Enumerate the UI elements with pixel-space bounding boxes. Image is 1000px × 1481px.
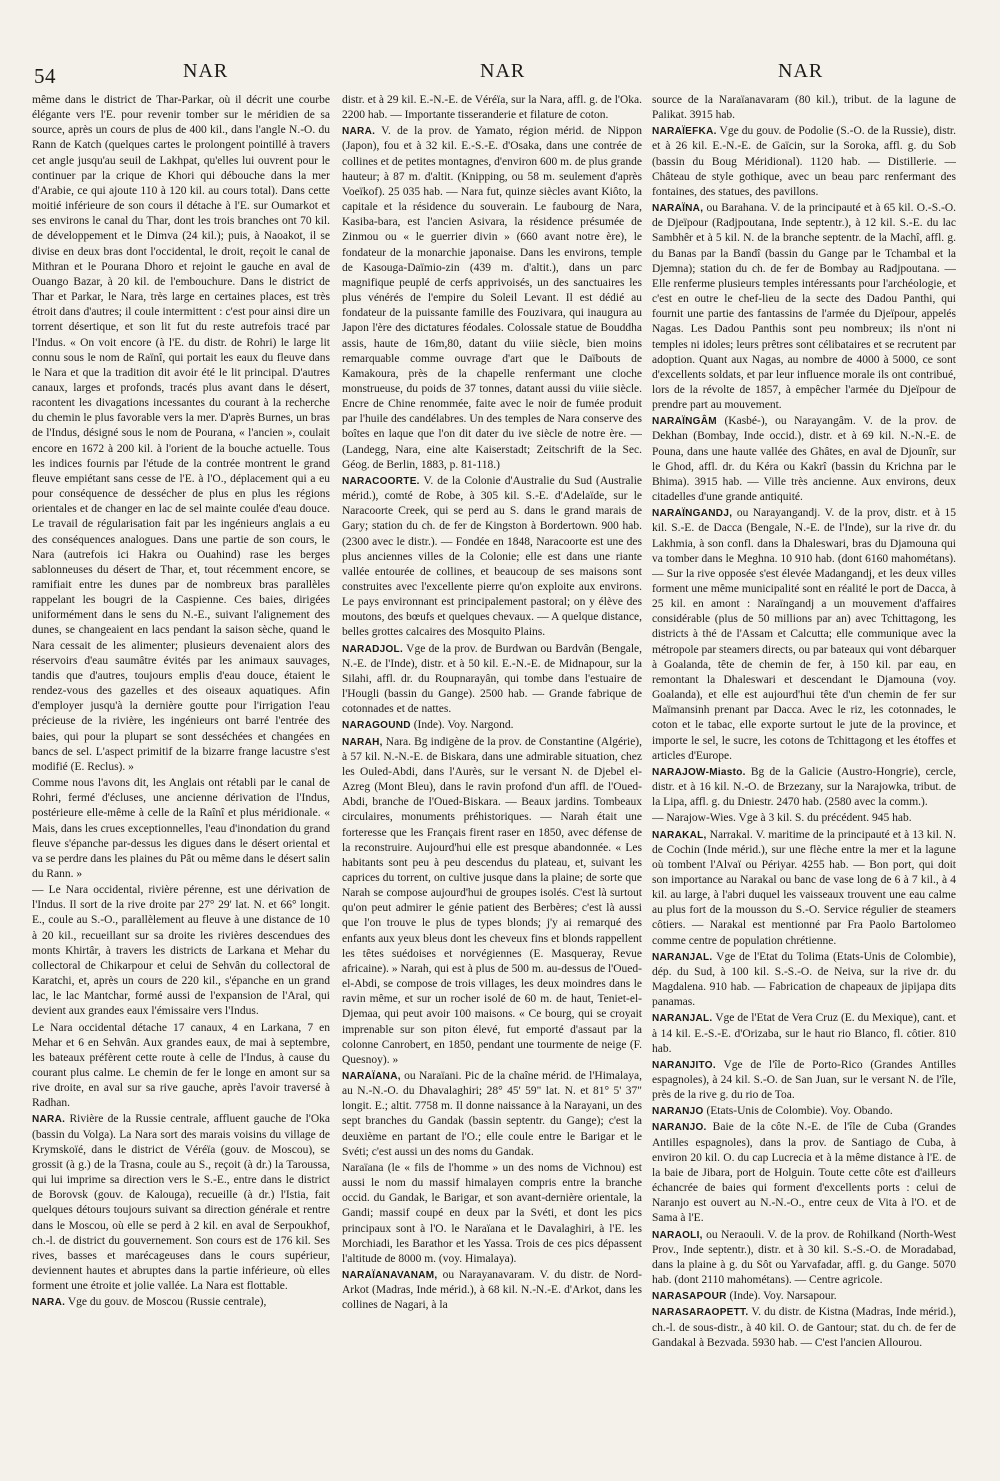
entry-text: V. de la Colonie d'Australie du Sud (Australie mérid.), comté de Robe, à 305 kil. S.-E. d'Adelaïde, sur le Naracoorte Creek, qui se perd au S. dans le grand marais de Gary; station du ch. de fer de Kingston à Bordertown. 900 hab. (2300 avec le distr.). — Fondée en 1848, Naracoorte est une des plus anciennes villes de la Colonie; elle est dans une riante vallée entourée de collines, et beaucoup de ses maisons sont construites avec l'excellente pierre qu'on exploite aux environs. Le pays environnant est principalement pastoral; on y élève des moutons, des bœufs et quelques chevaux. — A quelque distance, belles grottes calcaires des Mosquito Plains. bbox=[342, 474, 642, 639]
dictionary-entry bbox=[342, 1069, 642, 1160]
entry-headword: NARANJAL. bbox=[652, 951, 713, 963]
dictionary-entry bbox=[652, 1289, 956, 1304]
dictionary-entry bbox=[652, 506, 956, 764]
entry-text: Nara. Bg indigène de la prov. de Constantine (Algérie), à 57 kil. N.-N.-E. de Biskara, dans une admirable situation, chez les Ouled-Abdi, dans l'Aurès, sur le versant N. de Djebel el-Azreg (Mont Bleu), dans le ravin profond d'un affl. de l'Oued-Abdi, branche de l'Oued-Biskara. — Beaux jardins. Tombeaux circulaires, monuments préhistoriques. — Narah était une forteresse que les Français firent raser en 1850, avec défense de la reconstruire. Aujourd'hui elle est presque abandonnée. « Les habitants sont peu à peu descendus du plateau, et, suivant les caprices du torrent, on cultive jusque dans la plaine; de sorte que Narah se compose aujourd'hui de groupes isolés. C'est là surtout qu'on peut admirer le génie patient des Berbères; c'est là aussi que l'on trouve le plus de types blonds; j'y ai remarqué des enfants aux yeux bleus dont les cheveux fins et blonds rappellent les têtes suédoises et norvégiennes (E. Masqueray, Revue africaine). » Narah, qui est à plus de 500 m. au-dessus de l'Oued-el-Abdi, se compose de trois villages, les deux moindres dans le ravin même, et sur un rocher isolé de 60 m. de haut, Teniet-el-Djemaa, qui peut avoir 100 maisons. « Ce bourg, qui se croyait imprenable sur son piton élevé, fut emporté d'assaut par la colonne Canrobert, en 1850, pendant une tourmente de neige (F. Quesnoy). » bbox=[342, 735, 642, 1066]
entry-headword: NARAJOW-Miasto. bbox=[652, 766, 746, 778]
entry-text: V. de la prov. de Yamato, région mérid. de Nippon (Japon), fou et à 32 kil. E.-S.-E. d'Osaka, dans une contrée de collines et de petites montagnes, d'environ 600 m. de plus grande hauteur; à 87 m. d'altit. (Knipping, ou 58 m. seulement d'après Voeïkof). 25 035 hab. — Nara fut, quinze siècles avant Kiôto, la capitale et la résidence du souverain. Le faubourg de Nara, Kasiba-bara, est l'ancien Asivara, la résidence présumée de Zinmou ou « le guerrier divin » (660 avant notre ère), le fondateur de la monarchie japonaise. Dans les environs, temple de Kasouga-Daïmio-zin (439 m. d'altit.), dans un parc magnifique peuplé de cerfs apprivoisés, un des sanctuaires les plus vénérés de l'empire du Soleil Levant. Il est dédié au fondateur de la puissante famille des Fouzivara, qui inaugura au Japon l'ère des dictatures féodales. Colossale statue de Bouddha assis, haute de 16m,80, datant du viiie siècle, bien moins remarquable comme ouvrage d'art que le Daïbouts de Kamakoura, près de la chapelle renfermant une cloche monstrueuse, du poids de 37 tonnes, datant aussi du viiie siècle. Encre de Chine renommée, faite avec le noir de fumée produit par l'huile des candélabres. Un des temples de Nara conserve des boîtes en laque que l'on dit dater du ive siècle de notre ère. — (Landegg, Nara, eine alte Kaiserstadt; Zeitschrift de la Sec. Géog. de Berlin, 1883, p. 81-118.) bbox=[342, 125, 642, 471]
entry-headword: NARAGOUND bbox=[342, 720, 411, 732]
entry-text: Vge de l'île de Porto-Rico (Grandes Antilles espagnoles), à 24 kil. S.-O. de San Juan, sur le versant N. de l'île, près de la rive g. du rio de Toa. bbox=[652, 1058, 956, 1102]
entry-text: ou Neraouli. V. de la prov. de Rohilkand (North-West Prov., Inde septentr.), distr. et à 30 kil. S.-S.-O. de Moradabad, dans la plaine à g. du Sôt ou Yarvafadar, affl. g. du Gange. 5070 hab. (dont 2110 mahométans). — Centre agricole. bbox=[652, 1228, 956, 1287]
entry-headword: NARANJO. bbox=[652, 1122, 707, 1134]
entry-text: ou Narayangandj. V. de la prov, distr. et à 15 kil. S.-E. de Dacca (Bengale, N.-E. de l'Inde), sur la rive dr. du Lakhmia, à son confl. dans la Dhaleswari, bras du Djamouna qui va tomber dans le Meghna. 10 910 hab. (dont 6160 mahométans). — Sur la rive opposée s'est élevée Madangandj, et les deux villes forment une même municipalité sont en réalité le port de Dacca, à 25 kil. en amont : Naraïngandj a un mouvement d'affaires considérable (plus de 50 millions par an) avec Tchittagong, les districts à thé de l'Assam et Calcutta; elle communique avec la métropole par steamers directs, ou par bateaux qui vont débarquer à Goalanda, tête de chemin de fer, à 150 kil. par eau, en remontant la Dhaleswari et descendant le Djamouna (voy. Goalanda), et elle est aujourd'hui tête d'un chemin de fer sur Maïmansinh prenant par Dacca. Avec le riz, les cotonnades, le coton et le tabac, elle exporte surtout le jute de la province, et importe le sel, le sucre, les cotons de Tchittagong et les étoffes et articles d'Europe. bbox=[652, 507, 956, 762]
entry-text: Vge du gouv. de Moscou (Russie centrale), bbox=[67, 1296, 267, 1309]
dictionary-entry bbox=[652, 1120, 956, 1226]
dictionary-entry bbox=[342, 1161, 642, 1267]
entry-text: Vge de l'Etat de Vera Cruz (E. du Mexique), cant. et à 14 kil. E.-S.-E. d'Orizaba, sur le haut rio Blanco, fl. côtier. 810 hab. bbox=[652, 1012, 956, 1055]
running-headword-1: NAR bbox=[183, 60, 229, 82]
text-column-1 bbox=[32, 92, 330, 1382]
running-headword-2: NAR bbox=[480, 60, 526, 82]
entry-headword: NARAH, bbox=[342, 736, 383, 748]
entry-headword: NARAKAL, bbox=[652, 829, 707, 841]
dictionary-entry bbox=[32, 776, 330, 882]
entry-headword: NARANJITO. bbox=[652, 1059, 716, 1071]
dictionary-entry bbox=[342, 474, 642, 641]
entry-headword: NARAÏNGANDJ, bbox=[652, 508, 733, 520]
entry-headword: NARA. bbox=[342, 126, 376, 138]
entry-text: Naraïana (le « fils de l'homme » un des noms de Vichnou) est aussi le nom du massif himalayen compris entre la branche occid. du Gandak, le Barigar, et son avant-dernière orientale, la Gandi; massif coupé en deux par la Svéti, et dont les pics principaux sont à l'O. le Naraïana et le Davalaghiri, à l'E. les Morchiadi, les Barathor et les Yassa. Trois de ces pics dépassent l'altitude de 8000 m. (voy. Himalaya). bbox=[342, 1161, 642, 1265]
dictionary-entry bbox=[652, 811, 956, 826]
entry-text: même dans le district de Thar-Parkar, où il décrit une courbe élégante vers l'E. pour revenir tomber sur le méridien de sa source, après un cours de plus de 400 kil., dans l'angle N.-O. du Rann de Katch (quelques cartes le prolongent pointillé à travers cet angle jusqu'au seuil de Lakhpat, qu'elles lui ouvrent pour le continuer par la crique de Khori qui débouche dans la mer d'Arabie, ce qui ajoute 110 à 120 kil. au cours total). Dans cette moitié inférieure de son cours il détache à l'E. sur Oumarkot et ses environs le canal du Thar, dont les trois branches ont 70 kil. de développement et le Dimva (24 kil.); puis, à Naoakot, il se divise en deux bras dont l'occidental, le droit, reçoit le canal de Mithran et le Pourana Dhoro et rejoint le gauche en aval de Ouango Bazar, à 20 kil. de l'embouchure. Dans le district de Thar et Parkar, le Nara, très large en certaines places, est très étroit dans d'autres; il coule intermittent : c'est pour ainsi dire un torrent désertique, et son lit fut du reste autrefois tracé par l'Indus. « On voit encore (à l'E. du distr. de Rohri) le large lit connu sous le nom de Raïnî, qui portait les eaux du fleuve dans le Nara et que la tradition dit avoir été le lit principal. D'autres canaux, larges et profonds, tracés plus avant dans le désert, racontent les divagations incessantes du courant à la recherche du chemin le plus favorable vers la mer. D'après Burnes, un bras de l'Indus, désigné sous le nom de Pourana, « l'ancien », coulait encore en 1672 à 200 kil. à l'orient de la bouche actuelle. Tous les indices fournis par l'étude de la contrée montrent le grand fleuve empiétant sans cesse de l'E. à l'O., déplacement qui a eu pour conséquence de dessécher de plus en plus les régions orientales et de changer en lac de sel mainte coulée d'eau douce. Le travail de régularisation fait par les ingénieurs anglais a eu des conséquences analogues. Dans une partie de son cours, le Nara (autrefois ici Hakra ou Ouahind) rase les berges sablonneuses du désert de Thar, et, tout récemment encore, se ramifiait entre les dunes par de nombreux bras parallèles rappelant les bougri de la Caspienne. Ces baies, dirigées uniformément dans le sens du N.-E., suivant l'alignement des dunes, se changeaient en lacs pendant la saison sèche, quand le Nara cessait de les alimenter; plusieurs devenaient alors des réservoirs d'eau saumâtre évités par les animaux sauvages, tandis que d'autres, toujours emplis d'eau douce, étaient le rendez-vous des gazelles et des oiseaux aquatiques. Afin d'employer jusqu'à la dernière goutte pour l'irrigation l'eau précieuse de la rivière, les ingénieurs ont barré l'entrée des baies, qui pour la plupart se sont desséchées et changées en bancs de sel. L'aspect primitif de la bizarre frange lacustre s'est modifié (E. Reclus). » bbox=[32, 94, 330, 773]
dictionary-entry bbox=[32, 93, 330, 775]
dictionary-entry bbox=[342, 1268, 642, 1313]
entry-headword: NARANJO bbox=[652, 1106, 704, 1118]
entry-text: Bg de la Galicie (Austro-Hongrie), cercle, distr. et à 16 kil. N.-O. de Brzezany, sur la Narajowka, tribut. de la Lipa, affl. g. du Dniestr. 2470 hab. (2580 avec la comm.). bbox=[652, 765, 956, 809]
dictionary-entry bbox=[652, 828, 956, 949]
entry-headword: NARAÏANAVANAM, bbox=[342, 1270, 438, 1282]
entry-headword: NARA. bbox=[32, 1114, 66, 1126]
entry-text: ou Narayanavaram. V. du distr. de Nord-Arkot (Madras, Inde mérid.), à 68 kil. N.-N.-E. d'Arkot, dans les collines de Nagari, à la bbox=[342, 1269, 642, 1312]
entry-headword: NARAOLI, bbox=[652, 1229, 703, 1241]
entry-headword: NARAÏNGÂM bbox=[652, 416, 717, 428]
text-column-2 bbox=[342, 92, 642, 1382]
entry-text: Vge de la prov. de Burdwan ou Bardvân (Bengale, N.-E. de l'Inde), distr. et à 50 kil. E.-N.-E. de Midnapour, sur la Silahi, affl. dr. du Roupnarayân, qui tombe dans l'estuaire de l'Hougli (bassin du Gange). 2500 hab. — Grande fabrique de cotonnades et de nattes. bbox=[342, 642, 642, 716]
entry-headword: NARASAPOUR bbox=[652, 1291, 727, 1303]
entry-text: Le Nara occidental détache 17 canaux, 4 en Larkana, 7 en Mehar et 6 en Sehvân. Aux grandes eaux, de mai à septembre, les bateaux préfèrent cette route à celle de l'Indus, à cause du courant plus calme. Le chemin de fer le longe en amont sur sa rive droite, en aval sur sa rive gauche, après l'avoir traversé à Radhan. bbox=[32, 1021, 330, 1110]
dictionary-entry bbox=[652, 201, 956, 413]
entry-text: Rivière de la Russie centrale, affluent gauche de l'Oka (bassin du Volga). La Nara sort des marais voisins du village de Krymskoïé, dans le district de Véréïa (gouv. de Moscou), se grossit (à g.) de la Trasna, coule au S., reçoit (à dr.) la Taroussa, qui lui imprime sa direction vers le S.-E., entre dans le district de Borovsk (gouv. de Kalouga), recueille (à dr.) l'Istia, fait quelques détours toujours suivant sa direction générale et rentre dans le Moscou, où elle se perd à 2 kil. en aval de Serpoukhof, ch.-l. de district du gouvernement. Son cours est de 176 kil. Ses rives, basses et marécageuses dans le cours supérieur, deviennent hautes et abruptes dans la partie inférieure, où elles forment une étroite et jolie vallée. La Nara est flottable. bbox=[32, 1113, 330, 1293]
entry-text: source de la Naraïanavaram (80 kil.), tribut. de la lagune de Palikat. 3915 hab. bbox=[652, 94, 956, 122]
dictionary-entry bbox=[652, 124, 956, 200]
dictionary-entry bbox=[652, 1228, 956, 1289]
dictionary-entry bbox=[342, 124, 642, 473]
entry-text: — Le Nara occidental, rivière pérenne, est une dérivation de l'Indus. Il sort de la rive droite par 27° 29' lat. N. et 66° longit. E., coule au S.-O., parallèlement au fleuve à une distance de 10 à 20 kil., recueillant sur sa droite les rivières descendues des monts Khirtâr, à travers les districts de Larkana et Mehar du collectoral de Chikarpour et celui de Sehvân du collectoral de Karatchi, et, après un cours de 220 kil., s'épanche en un grand lac, le lac Mantchar, formé aussi de l'expansion de l'Aral, qui devient aux grandes eaux l'émissaire vers l'Indus. bbox=[32, 884, 330, 1018]
dictionary-entry bbox=[32, 1021, 330, 1112]
dictionary-entry bbox=[652, 1011, 956, 1056]
entry-text: (Etats-Unis de Colombie). Voy. Obando. bbox=[706, 1105, 893, 1118]
page-number: 54 bbox=[34, 64, 56, 88]
entry-text: ou Barahana. V. de la principauté et à 65 kil. O.-S.-O. de Djeïpour (Radjpoutana, Inde septentr.), à 12 kil. S.-E. du lac Sambhêr et à 5 kil. N. de la branche septentr. de la Machî, affl. g. du Banas par la Bandî (bassin du Gange par le Tchambal et la Djemna); station du ch. de fer de Bombay au Radjpoutana. — Elle renferme plusieurs temples intéressants pour l'archéologie, et c'est en outre le chef-lieu de la secte des Dadou Panthi, qui fournit une partie des fantassins de l'armée du Djeïpour, appelés Nagas. Les Dadou Panthis sont peu nombreux; ils n'ont ni temples ni idoles; leurs prêtres sont célibataires et se recrutent par adoption. Quant aux Nagas, au nombre de 4000 à 5000, ce sont d'excellents soldats, et par leur influence morale ils ont contribué, lors de la révolte de 1857, à empêcher l'armée du Djeïpour de prendre part au mouvement. bbox=[652, 202, 956, 412]
dictionary-entry bbox=[652, 93, 956, 123]
dictionary-entry bbox=[342, 642, 642, 718]
dictionary-entry bbox=[32, 1295, 330, 1310]
entry-text: Baie de la côte N.-E. de l'île de Cuba (Grandes Antilles espagnoles), dans la prov. de Santiago de Cuba, à environ 20 kil. O. du cap Lucrecia et à la même distance à l'E. de la baie de Jibara, port de Holguin. Toute cette côte est d'ailleurs échancrée de baies qui forment d'excellents ports : celui de Naranjo est ouvert au N.-N.-O., entre ceux de Vita à l'O. et de Sama à l'E. bbox=[652, 1121, 956, 1225]
dictionary-entry bbox=[342, 735, 642, 1068]
entry-text: (Inde). Voy. Nargond. bbox=[413, 719, 514, 732]
entry-headword: NARASARAOPETT. bbox=[652, 1307, 749, 1319]
entry-text: ou Naraïani. Pic de la chaîne mérid. de l'Himalaya, au N.-N.-O. du Dhavalaghiri; 28° 45' 59" lat. N. et 81° 5' 37" longit. E.; altit. 7758 m. Il donne naissance à la Narayani, un des sept branches du Gandak (bassin septentr. du Gange); c'est la deuxième en partant de l'O.; elle coule entre le Barigar et le Svéti; c'est aussi un des noms du Gandak. bbox=[342, 1070, 642, 1158]
dictionary-entry bbox=[32, 883, 330, 1019]
entry-headword: NARADJOL. bbox=[342, 643, 404, 655]
dictionary-entry bbox=[652, 1305, 956, 1350]
dictionary-entry bbox=[652, 950, 956, 1011]
entry-headword: NARAÏEFKA. bbox=[652, 126, 717, 138]
entry-text: Comme nous l'avons dit, les Anglais ont rétabli par le canal de Rohri, fermé d'écluses, une ancienne dérivation de l'Indus, postérieure elle-même à celle de la Raînî et plus méridionale. « Mais, dans les crues exceptionnelles, l'eau d'inondation du grand fleuve s'épanche par-dessus les digues dans le désert oriental et va se perdre dans les plaines du Pât ou même dans le désert salin du Rann. » bbox=[32, 777, 330, 880]
entry-headword: NARA. bbox=[32, 1297, 66, 1309]
text-column-3 bbox=[652, 92, 956, 1382]
dictionary-entry bbox=[652, 414, 956, 505]
entry-text: Vge de l'Etat du Tolima (Etats-Unis de Colombie), dép. du Sud, à 100 kil. S.-S.-O. de Neiva, sur la rive dr. du Magdalena. 910 hab. — Fabrication de chapeaux de jipijapa dits panamas. bbox=[652, 950, 956, 1009]
entry-headword: NARACOORTE. bbox=[342, 475, 420, 487]
entry-headword: NARAÏANA, bbox=[342, 1071, 401, 1082]
entry-text: (Inde). Voy. Narsapour. bbox=[729, 1290, 837, 1303]
dictionary-entry bbox=[652, 1058, 956, 1103]
entry-text: Vge du gouv. de Podolie (S.-O. de la Russie), distr. et à 26 kil. E.-N.-E. de Gaïcin, sur la Soroka, affl. g. du Sob (bassin du Boug Méridional). 1120 hab. — Distillerie. — Château de style gothique, avec un beau parc renfermant des fontaines, des statues, des pavillons. bbox=[652, 125, 956, 198]
entry-headword: NARANJAL. bbox=[652, 1013, 713, 1025]
entry-text: distr. et à 29 kil. E.-N.-E. de Véréïa, sur la Nara, affl. g. de l'Oka. 2200 hab. — Importante tisseranderie et filature de coton. bbox=[342, 94, 642, 122]
entry-text: Narrakal. V. maritime de la principauté et à 13 kil. N. de Cochin (Inde mérid.), sur une flèche entre la mer et la lagune où tombent l'Alvaï ou Périyar. 4255 hab. — Bon port, qui doit son importance au Narakal ou banc de vase long de 6 à 7 kil., à 4 kil. au large, à l'abri duquel les vaisseaux trouvent une eau calme au plus fort de la mousson du S.-O. Service régulier de steamers côtiers. — Narakal est mentionné par Fra Paolo Bartolomeo comme centre de population chrétienne. bbox=[652, 828, 956, 947]
running-headword-3: NAR bbox=[778, 60, 824, 82]
dictionary-entry bbox=[652, 1104, 956, 1119]
dictionary-entry bbox=[32, 1112, 330, 1294]
page-header bbox=[0, 56, 1000, 86]
entry-headword: NARAÏNA, bbox=[652, 203, 704, 215]
dictionary-entry bbox=[342, 93, 642, 123]
dictionary-entry bbox=[342, 718, 642, 733]
entry-text: V. du distr. de Kistna (Madras, Inde mérid.), ch.-l. de sous-distr., à 40 kil. O. de Gantour; stat. du ch. de fer de Gandakal à Bezvada. 5930 hab. — C'est l'ancien Allourou. bbox=[652, 1306, 956, 1349]
entry-text: (Kasbé-), ou Narayangâm. V. de la prov. de Dekhan (Bombay, Inde occid.), distr. et à 69 kil. N.-N.-E. de Pouna, dans une haute vallée des Ghâtes, en aval de Djounîr, sur le Ghod, affl. dr. du Kéra ou Kakrî (bassin du Krichna par le Bhima). 3915 hab. — Ville très ancienne. Aux environs, deux citadelles d'une grande antiquité. bbox=[652, 415, 956, 504]
entry-text: — Narajow-Wies. Vge à 3 kil. S. du précédent. 945 hab. bbox=[652, 812, 912, 825]
dictionary-entry bbox=[652, 765, 956, 810]
